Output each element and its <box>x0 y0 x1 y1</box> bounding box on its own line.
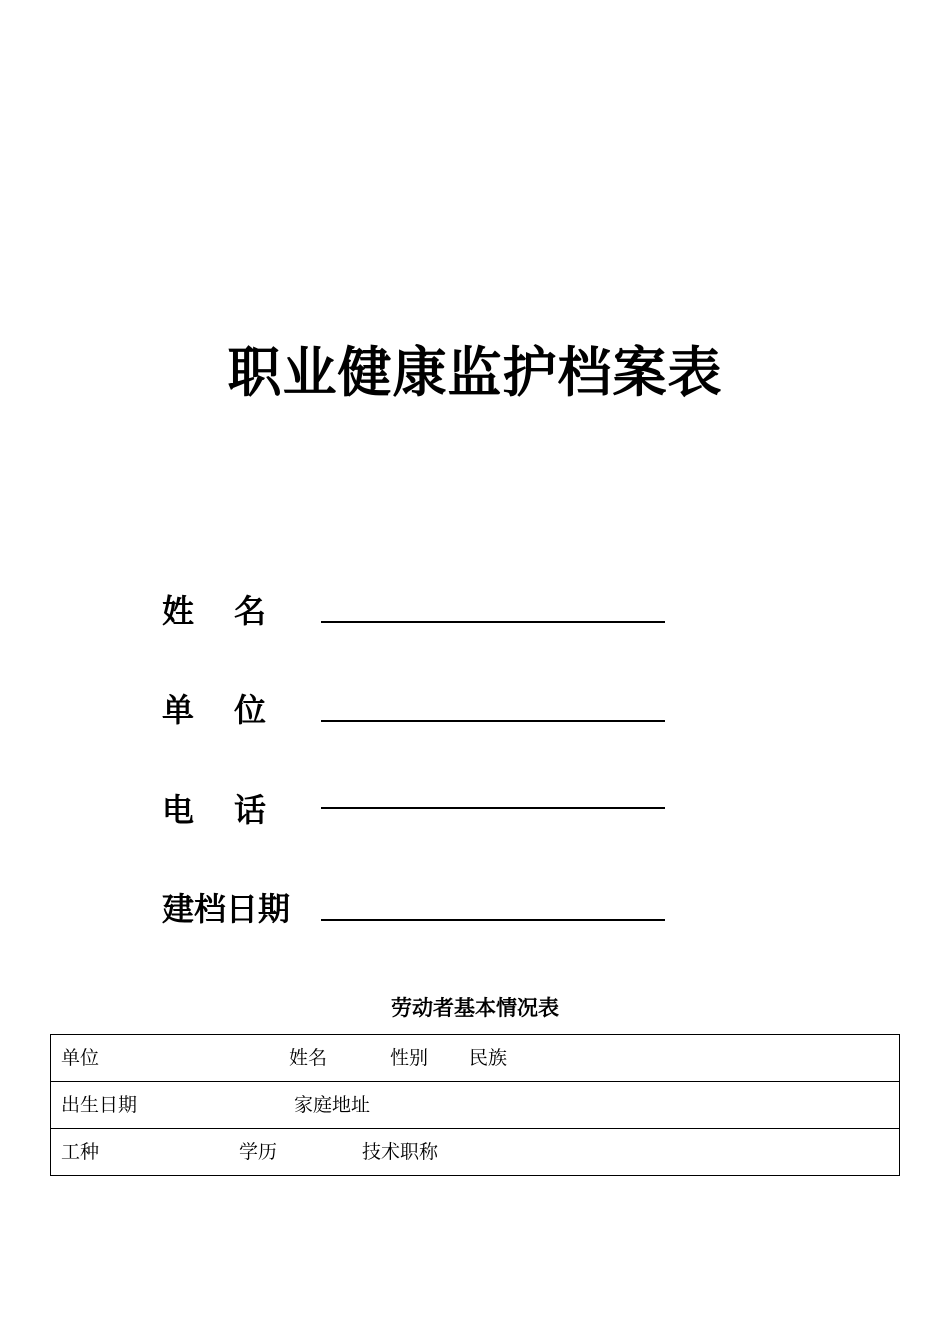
table-cell[interactable] <box>51 1082 900 1129</box>
filing-date-label: 建档日期 <box>162 890 291 928</box>
home-address-field-label: 家庭地址 <box>294 1094 371 1116</box>
gender-field-label: 性别 <box>390 1047 429 1069</box>
document-title: 职业健康监护档案表 <box>227 341 723 404</box>
table-row <box>51 1082 900 1129</box>
name-label: 姓名 <box>162 592 307 630</box>
table-row <box>51 1035 900 1082</box>
unit-label: 单位 <box>162 691 307 729</box>
basic-info-title: 劳动者基本情况表 <box>391 996 559 1020</box>
phone-blank-line[interactable] <box>321 807 665 809</box>
education-field-label: 学历 <box>239 1141 278 1163</box>
table-cell[interactable] <box>51 1129 900 1176</box>
basic-info-table <box>50 1034 900 1176</box>
name-field-label: 姓名 <box>289 1047 328 1069</box>
technical-title-field-label: 技术职称 <box>362 1141 439 1163</box>
filing-date-blank-line[interactable] <box>321 919 665 921</box>
job-type-field-label: 工种 <box>61 1141 100 1163</box>
unit-field-label: 单位 <box>61 1047 100 1069</box>
birth-date-field-label: 出生日期 <box>61 1094 138 1116</box>
name-blank-line[interactable] <box>321 621 665 623</box>
table-row <box>51 1129 900 1176</box>
unit-blank-line[interactable] <box>321 720 665 722</box>
phone-label: 电话 <box>162 791 307 829</box>
ethnicity-field-label: 民族 <box>469 1047 508 1069</box>
table-cell[interactable] <box>51 1035 900 1082</box>
